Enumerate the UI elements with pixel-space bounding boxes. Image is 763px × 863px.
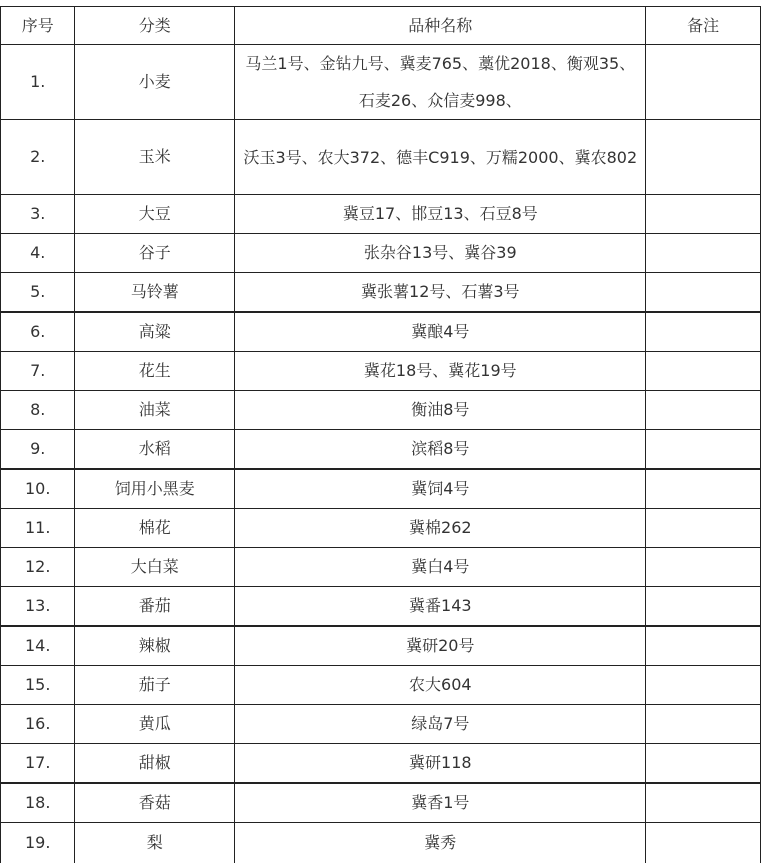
row-variety-name: 冀张薯12号、石薯3号 bbox=[235, 273, 646, 313]
row-remark bbox=[646, 548, 761, 587]
header-remark: 备注 bbox=[646, 7, 761, 45]
row-variety-name: 冀秀 bbox=[235, 823, 646, 863]
header-index: 序号 bbox=[1, 7, 75, 45]
table-row bbox=[1, 234, 761, 273]
row-category: 谷子 bbox=[75, 234, 235, 273]
row-variety-name: 冀棉262 bbox=[235, 509, 646, 548]
row-index: 19. bbox=[1, 823, 75, 863]
row-remark bbox=[646, 391, 761, 430]
row-index: 10. bbox=[1, 469, 75, 509]
row-remark bbox=[646, 744, 761, 784]
row-variety-name: 冀研118 bbox=[235, 744, 646, 784]
row-index: 15. bbox=[1, 666, 75, 705]
row-index: 7. bbox=[1, 352, 75, 391]
row-index: 13. bbox=[1, 587, 75, 627]
row-category: 番茄 bbox=[75, 587, 235, 627]
table-row bbox=[1, 666, 761, 705]
row-remark bbox=[646, 195, 761, 234]
row-variety-name: 冀白4号 bbox=[235, 548, 646, 587]
row-category: 饲用小黑麦 bbox=[75, 469, 235, 509]
row-category: 棉花 bbox=[75, 509, 235, 548]
row-variety-name: 冀花18号、冀花19号 bbox=[235, 352, 646, 391]
row-variety-name: 滨稻8号 bbox=[235, 430, 646, 470]
row-variety-name: 沃玉3号、农大372、德丰C919、万糯2000、冀农802 bbox=[235, 120, 646, 195]
row-remark bbox=[646, 705, 761, 744]
row-category: 小麦 bbox=[75, 45, 235, 120]
row-category: 花生 bbox=[75, 352, 235, 391]
row-remark bbox=[646, 666, 761, 705]
row-index: 5. bbox=[1, 273, 75, 313]
row-category: 玉米 bbox=[75, 120, 235, 195]
table-header-row bbox=[1, 7, 761, 45]
row-index: 2. bbox=[1, 120, 75, 195]
header-variety-name: 品种名称 bbox=[235, 7, 646, 45]
row-category: 油菜 bbox=[75, 391, 235, 430]
row-variety-name: 马兰1号、金钻九号、冀麦765、藁优2018、衡观35、石麦26、众信麦998、 bbox=[235, 45, 646, 120]
table-row bbox=[1, 45, 761, 120]
table-row bbox=[1, 273, 761, 313]
row-remark bbox=[646, 234, 761, 273]
table-row bbox=[1, 823, 761, 863]
row-category: 马铃薯 bbox=[75, 273, 235, 313]
row-variety-name: 冀饲4号 bbox=[235, 469, 646, 509]
row-remark bbox=[646, 587, 761, 627]
table-row bbox=[1, 391, 761, 430]
table-row bbox=[1, 352, 761, 391]
row-category: 水稻 bbox=[75, 430, 235, 470]
row-remark bbox=[646, 469, 761, 509]
table-row bbox=[1, 469, 761, 509]
table-row bbox=[1, 626, 761, 666]
row-remark bbox=[646, 430, 761, 470]
table-row bbox=[1, 120, 761, 195]
row-variety-name: 衡油8号 bbox=[235, 391, 646, 430]
table-row bbox=[1, 195, 761, 234]
table-row bbox=[1, 548, 761, 587]
row-category: 大豆 bbox=[75, 195, 235, 234]
row-index: 4. bbox=[1, 234, 75, 273]
row-variety-name: 绿岛7号 bbox=[235, 705, 646, 744]
row-variety-name: 冀香1号 bbox=[235, 783, 646, 823]
row-remark bbox=[646, 823, 761, 863]
row-category: 香菇 bbox=[75, 783, 235, 823]
row-remark bbox=[646, 626, 761, 666]
row-category: 大白菜 bbox=[75, 548, 235, 587]
row-index: 6. bbox=[1, 312, 75, 352]
row-category: 辣椒 bbox=[75, 626, 235, 666]
header-category: 分类 bbox=[75, 7, 235, 45]
row-variety-name: 张杂谷13号、冀谷39 bbox=[235, 234, 646, 273]
row-variety-name: 冀豆17、邯豆13、石豆8号 bbox=[235, 195, 646, 234]
table-row bbox=[1, 312, 761, 352]
row-remark bbox=[646, 273, 761, 313]
row-remark bbox=[646, 120, 761, 195]
row-index: 12. bbox=[1, 548, 75, 587]
row-index: 17. bbox=[1, 744, 75, 784]
row-category: 高粱 bbox=[75, 312, 235, 352]
row-index: 1. bbox=[1, 45, 75, 120]
row-index: 9. bbox=[1, 430, 75, 470]
row-index: 16. bbox=[1, 705, 75, 744]
row-variety-name: 冀番143 bbox=[235, 587, 646, 627]
row-variety-name: 农大604 bbox=[235, 666, 646, 705]
row-remark bbox=[646, 312, 761, 352]
row-remark bbox=[646, 783, 761, 823]
row-category: 甜椒 bbox=[75, 744, 235, 784]
row-remark bbox=[646, 509, 761, 548]
row-index: 14. bbox=[1, 626, 75, 666]
table-row bbox=[1, 509, 761, 548]
table-row bbox=[1, 430, 761, 470]
row-index: 11. bbox=[1, 509, 75, 548]
table-row bbox=[1, 705, 761, 744]
crop-variety-table bbox=[0, 6, 761, 863]
row-category: 梨 bbox=[75, 823, 235, 863]
row-category: 茄子 bbox=[75, 666, 235, 705]
row-remark bbox=[646, 352, 761, 391]
row-index: 3. bbox=[1, 195, 75, 234]
row-index: 18. bbox=[1, 783, 75, 823]
row-variety-name: 冀酿4号 bbox=[235, 312, 646, 352]
table-row bbox=[1, 744, 761, 784]
table-row bbox=[1, 783, 761, 823]
row-remark bbox=[646, 45, 761, 120]
table-row bbox=[1, 587, 761, 627]
row-variety-name: 冀研20号 bbox=[235, 626, 646, 666]
row-category: 黄瓜 bbox=[75, 705, 235, 744]
row-index: 8. bbox=[1, 391, 75, 430]
